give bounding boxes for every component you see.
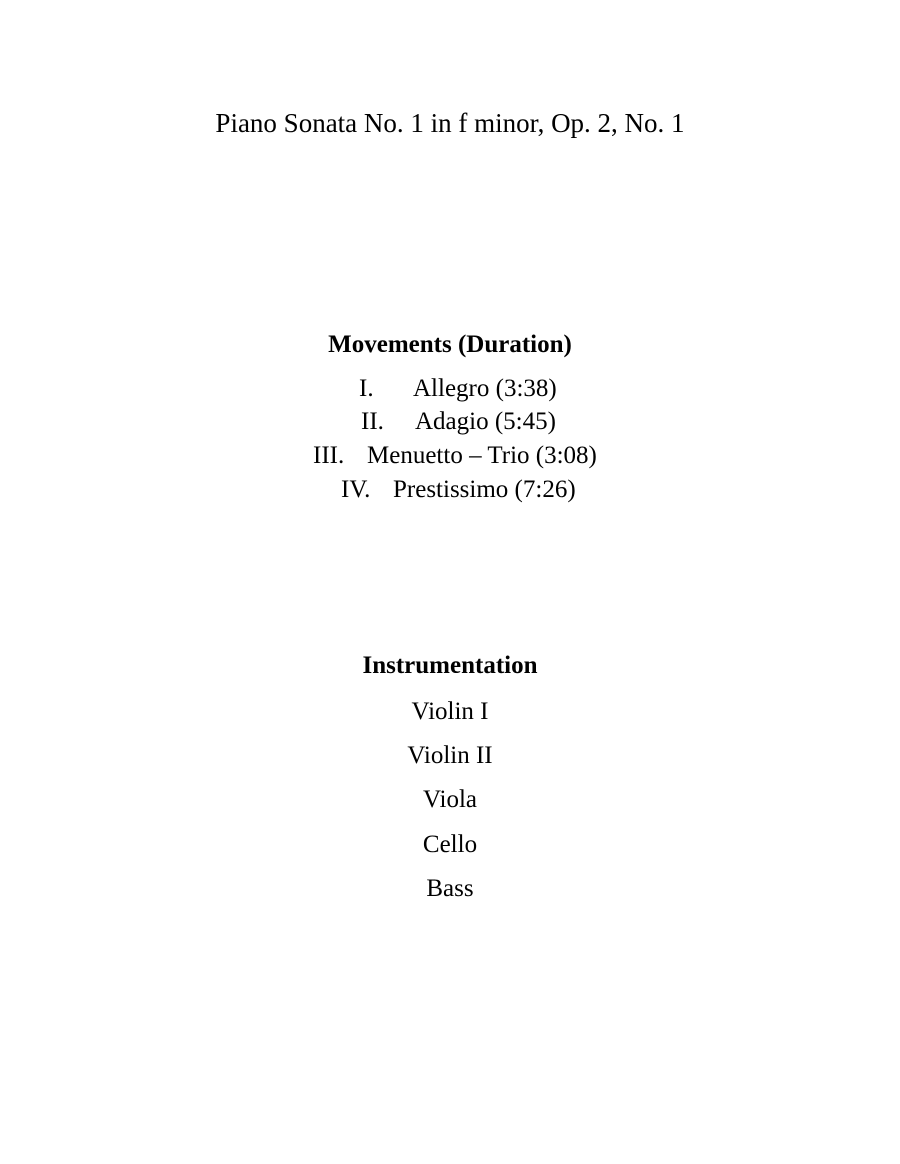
movement-row-3 xyxy=(0,439,900,472)
instrument-item: Violin II xyxy=(407,742,493,769)
movements-heading: Movements (Duration) xyxy=(328,331,572,358)
movement-numeral: I. xyxy=(359,375,374,402)
instrumentation-heading: Instrumentation xyxy=(362,652,538,679)
movement-title: Adagio (5:45) xyxy=(415,408,556,435)
movement-numeral: II. xyxy=(361,408,384,435)
page-title: Piano Sonata No. 1 in f minor, Op. 2, No. 1 xyxy=(215,108,685,138)
movement-title: Allegro (3:38) xyxy=(413,375,557,402)
movement-title: Prestissimo (7:26) xyxy=(393,476,576,503)
instrument-item: Viola xyxy=(422,786,478,813)
movement-title: Menuetto – Trio (3:08) xyxy=(367,442,597,469)
movement-numeral: IV. xyxy=(341,476,371,503)
instrument-item: Bass xyxy=(426,875,474,902)
movement-row-2 xyxy=(0,405,900,438)
movement-row-4 xyxy=(0,473,900,506)
movement-numeral: III. xyxy=(313,442,345,469)
instrument-item: Cello xyxy=(422,831,478,858)
movement-row-1 xyxy=(0,372,900,405)
instrument-item: Violin I xyxy=(411,698,489,725)
